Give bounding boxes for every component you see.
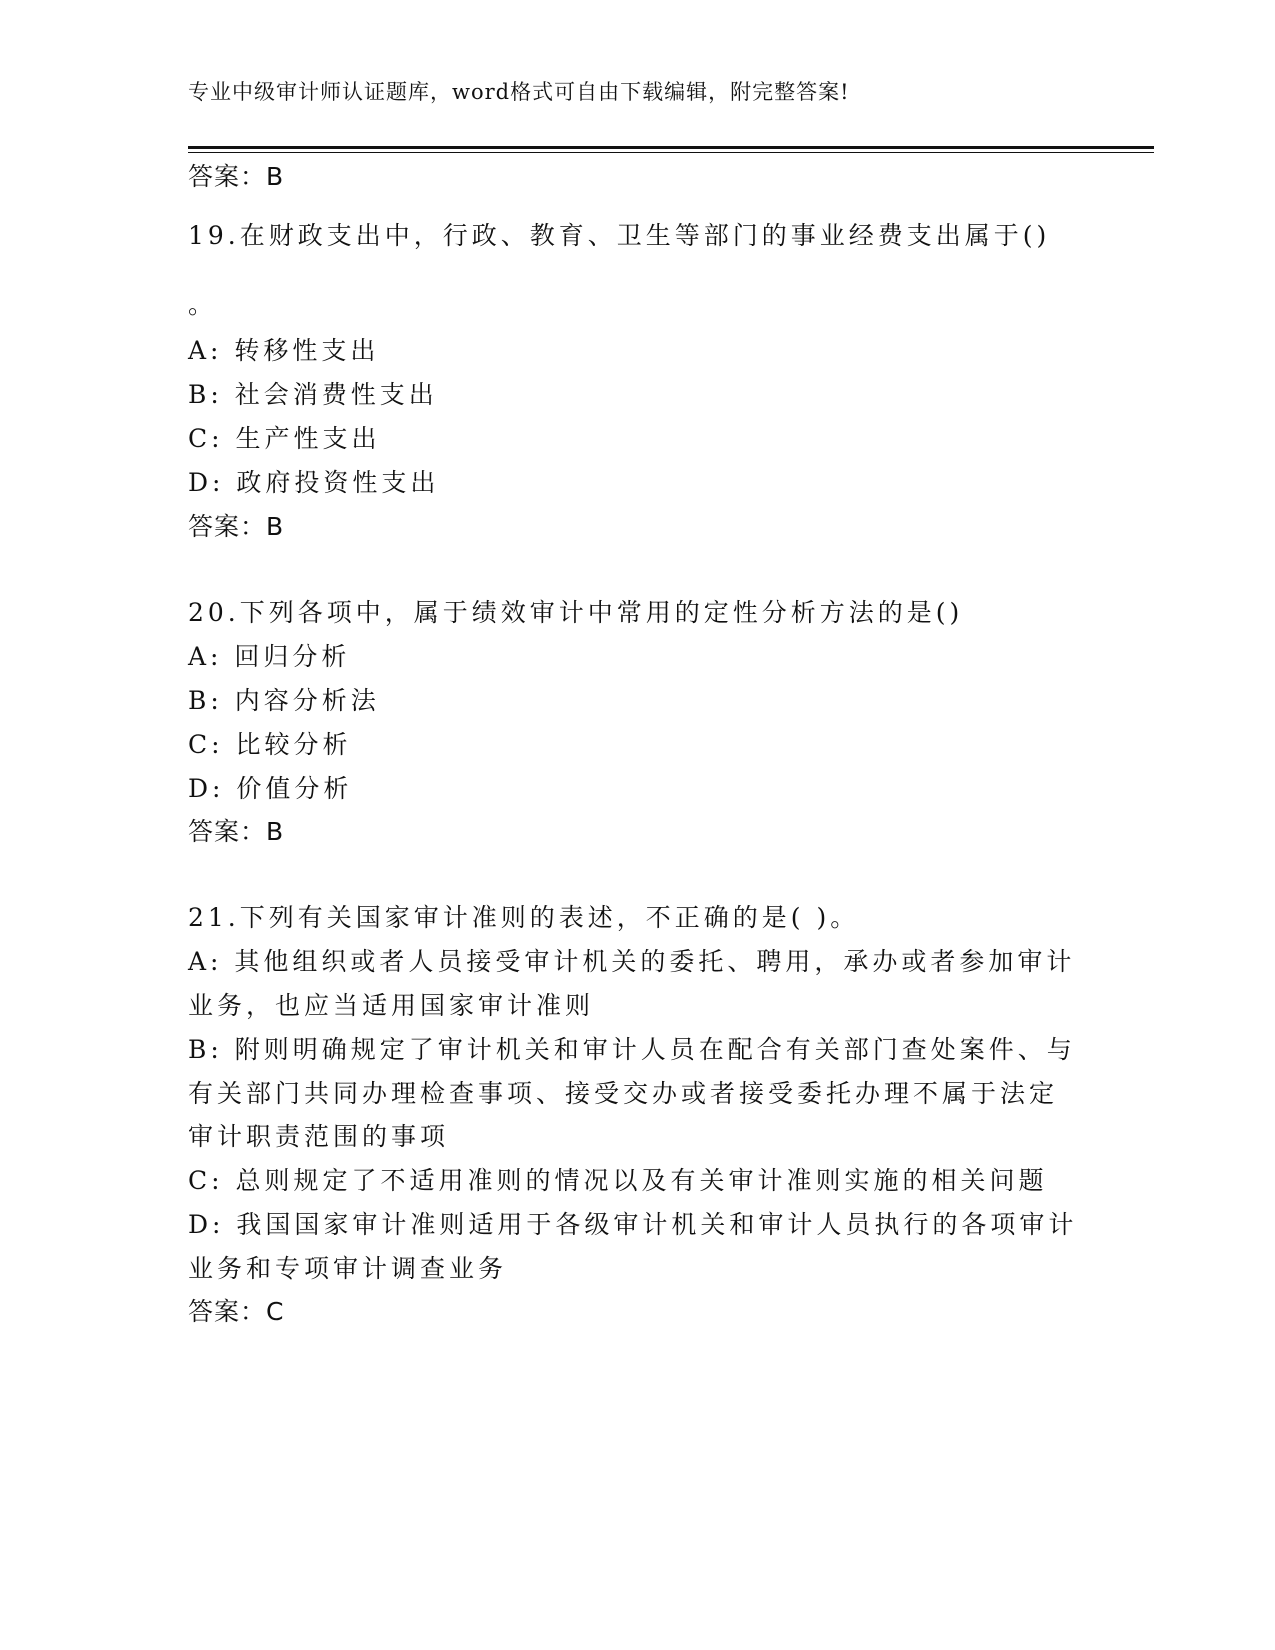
option-a-continuation: 业务，也应当适用国家审计准则 xyxy=(188,991,595,1020)
header-text: 专业中级审计师认证题库，word格式可自由下载编辑，附完整答案! xyxy=(188,80,850,104)
option-a: A: 回归分析 xyxy=(188,642,351,671)
option-c: C: 总则规定了不适用准则的情况以及有关审计准则实施的相关问题 xyxy=(188,1166,1048,1195)
question-stem: 20.下列各项中，属于绩效审计中常用的定性分析方法的是() xyxy=(188,598,964,627)
answer: 答案：B xyxy=(188,512,285,541)
option-c: C: 生产性支出 xyxy=(188,424,381,453)
answer: 答案：B xyxy=(188,817,285,846)
question-stem: 19.在财政支出中，行政、教育、卫生等部门的事业经费支出属于() xyxy=(188,221,1051,250)
option-a: A: 转移性支出 xyxy=(188,336,380,365)
option-d-continuation: 业务和专项审计调查业务 xyxy=(188,1254,508,1283)
option-d: D: 政府投资性支出 xyxy=(188,468,440,497)
question-stem: 21.下列有关国家审计准则的表述，不正确的是( )。 xyxy=(188,903,860,932)
option-c: C: 比较分析 xyxy=(188,730,352,759)
option-b: B: 社会消费性支出 xyxy=(188,380,438,409)
option-b-continuation: 有关部门共同办理检查事项、接受交办或者接受委托办理不属于法定 xyxy=(188,1079,1059,1108)
answer: 答案：C xyxy=(188,1297,285,1326)
option-b-continuation: 审计职责范围的事项 xyxy=(188,1122,450,1151)
option-d: D: 我国国家审计准则适用于各级审计机关和审计人员执行的各项审计 xyxy=(188,1210,1078,1239)
option-b: B: 内容分析法 xyxy=(188,686,380,715)
option-a: A: 其他组织或者人员接受审计机关的委托、聘用，承办或者参加审计 xyxy=(188,947,1076,976)
header-rule-thick xyxy=(188,146,1154,149)
previous-answer: 答案：B xyxy=(188,162,285,191)
header-rule-thin xyxy=(188,152,1154,153)
question-stem-continuation: 。 xyxy=(188,290,218,319)
option-d: D: 价值分析 xyxy=(188,774,353,803)
option-b: B: 附则明确规定了审计机关和审计人员在配合有关部门查处案件、与 xyxy=(188,1035,1076,1064)
